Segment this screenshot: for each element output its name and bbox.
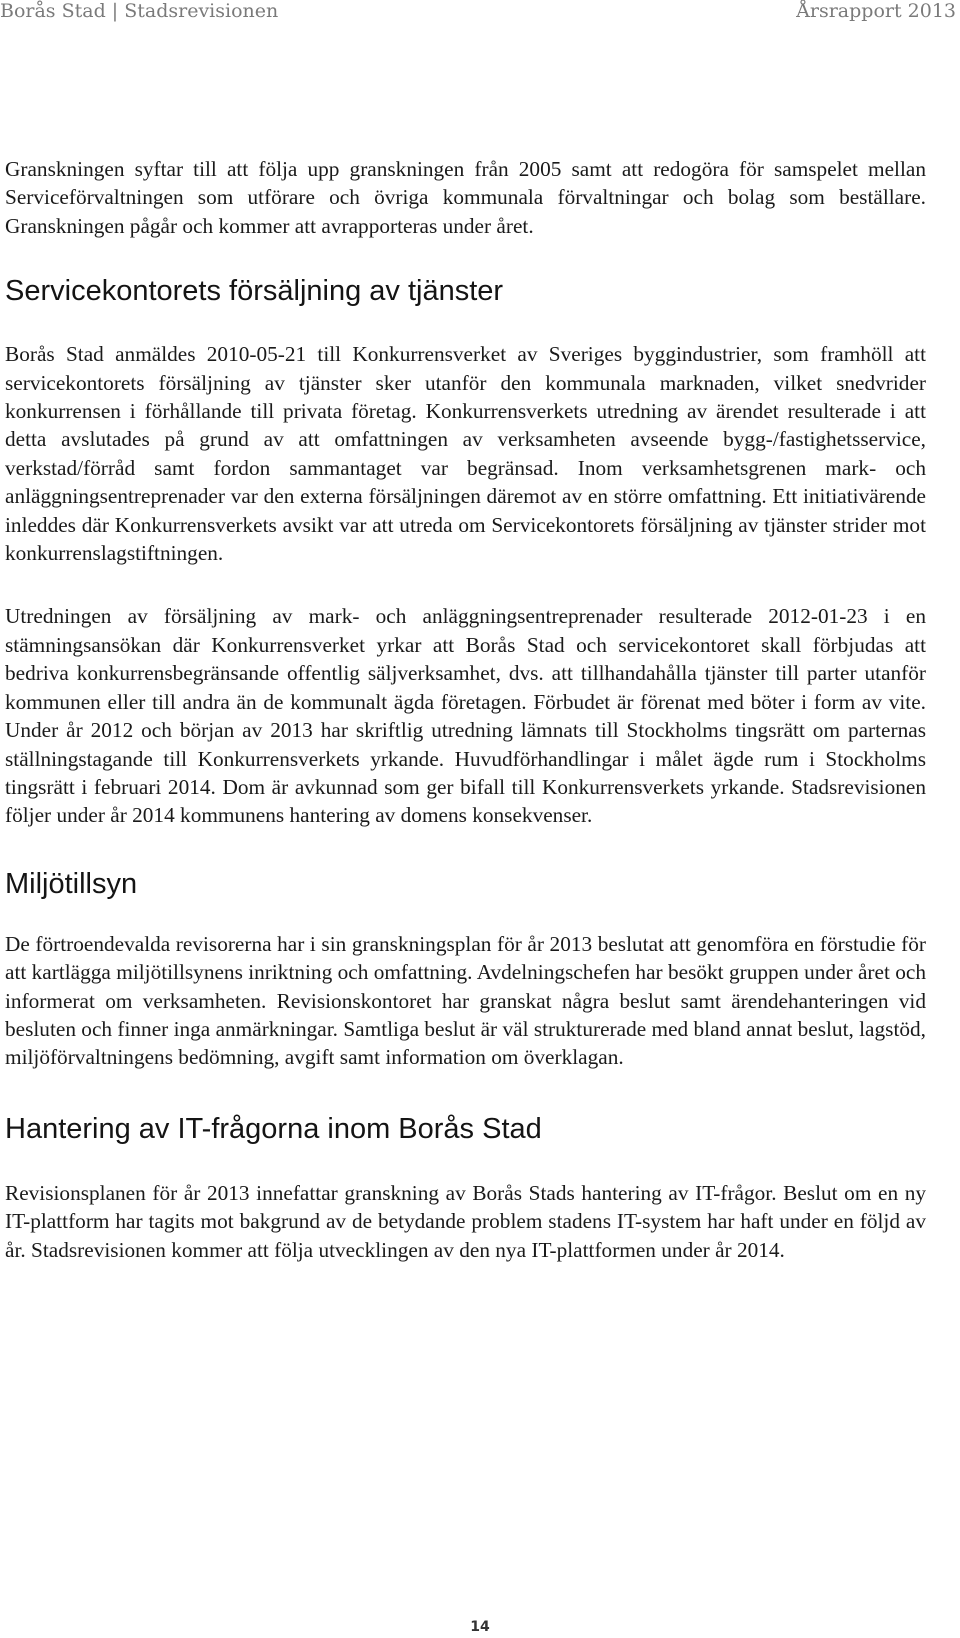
section-heading-it-fragor: Hantering av IT-frågorna inom Borås Stad <box>5 1112 542 1145</box>
page-number: 14 <box>470 1619 490 1635</box>
document-body <box>5 155 926 1264</box>
section-paragraph: De förtroendevalda revisorerna har i sin granskningsplan för år 2013 beslutat att genomföra en förstudie för att kartlägga miljötillsynens inriktning och omfattning. Avdelningschefen har besökt gruppen under året och informerat om verksamheten. Revisionskontoret har granskat några beslut samt ärendehanteringen vid besluten och finner inga anmärkningar. Samtliga beslut är väl strukturerade med bland annat beslut, lagstöd, miljöförvaltningens bedömning, avgift samt information om överklagan. <box>5 931 926 1070</box>
section-paragraph: Borås Stad anmäldes 2010-05-21 till Konkurrensverket av Sveriges byggindustrier, som framhöll att servicekontorets försäljning av tjänster sker utanför den kommunala marknaden, vilket snedvrider konkurrensen i förhållande till privata företag. Konkurrensverkets utredning av ärendet resulterade i att detta avslutades på grund av att omfattningen av verksamheten avseende bygg-/fastighetsservice, verkstad/förråd samt fordon sammantaget var begränsad. Inom verksamhetsgrenen mark- och anläggningsentreprenader var den externa försäljningen däremot av en större omfattning. Ett initiativärende inleddes där Konkurrensverkets avsikt var att utreda om Servicekontorets försäljning av tjänster strider mot konkurrenslagstiftningen. <box>5 342 926 566</box>
page-header <box>0 0 960 26</box>
section-paragraph: Utredningen av försäljning av mark- och anläggningsentreprenader resulterade 2012-01-23 i en stämningsansökan där Konkurrensverket yrkar att Borås Stad och servicekontoret skall förbjudas att bedriva konkurrensbegränsande offentlig säljverksamhet, dvs. att tillhandahålla tjänster till parter utanför kommunen eller till andra än de kommunalt ägda företagen. Förbudet är förenat med böter i form av vite. Under år 2012 och början av 2013 har skriftlig utredning lämnats till Stockholms tingsrätt om parternas ställningstagande till Konkurrensverkets yrkande. Huvudförhandlingar i målet ägde rum i Stockholms tingsrätt i februari 2014. Dom är avkunnad som ger bifall till Konkurrensverkets yrkande. Stadsrevisionen följer under år 2014 kommunens hantering av domens konsekvenser. <box>5 604 926 828</box>
header-report-title: Årsrapport 2013 <box>796 0 956 22</box>
section-paragraph: Revisionsplanen för år 2013 innefattar granskning av Borås Stads hantering av IT-frågor. Beslut om en ny IT-plattform har tagits mot bakgrund av de betydande problem stadens IT-system har haft under en följd av år. Stadsrevisionen kommer att följa utvecklingen av den nya IT-plattformen under år 2014. <box>5 1180 926 1262</box>
header-organization: Borås Stad | Stadsrevisionen <box>0 0 279 22</box>
section-heading-servicekontoret: Servicekontorets försäljning av tjänster <box>5 275 504 308</box>
section-heading-miljotillsyn: Miljötillsyn <box>5 867 138 900</box>
intro-paragraph: Granskningen syftar till att följa upp granskningen från 2005 samt att redogöra för samspelet mellan Serviceförvaltningen som utförare och övriga kommunala förvaltningar och bolag som beställare. Granskningen pågår och kommer att avrapporteras under året. <box>5 157 926 238</box>
